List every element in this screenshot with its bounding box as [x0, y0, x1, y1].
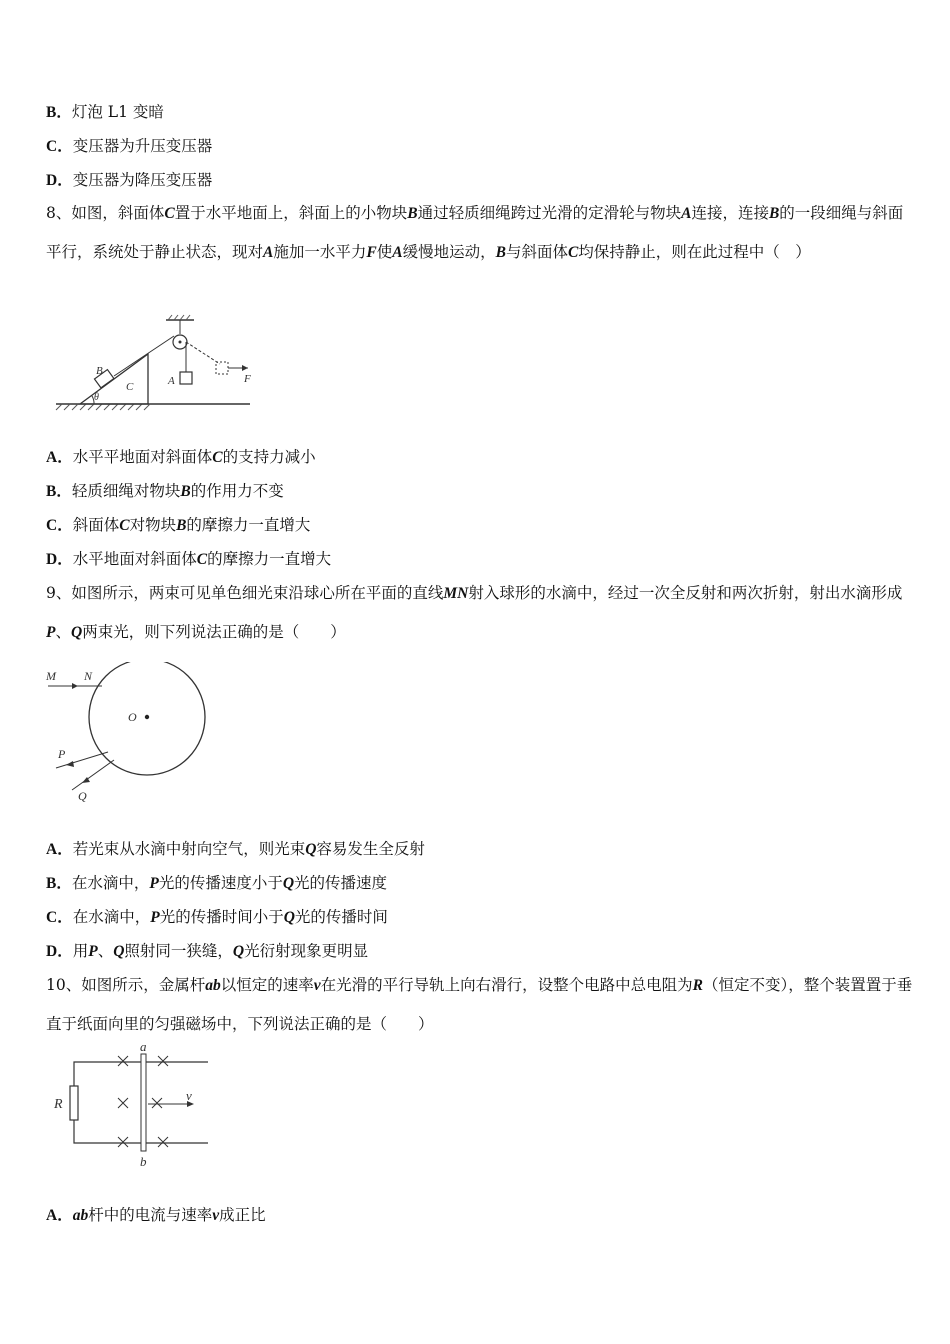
- label-b: B: [96, 365, 103, 377]
- option-text: 变压器为升压变压器: [72, 137, 213, 155]
- q9-option-c: C．在水滴中，P光的传播时间小于Q光的传播时间: [46, 908, 388, 926]
- resistor-r: [70, 1086, 78, 1120]
- label-r: R: [54, 1097, 63, 1112]
- q10-option-a: A．ab杆中的电流与速率v成正比: [46, 1206, 266, 1224]
- q8-option-c: C．斜面体C对物块B的摩擦力一直增大: [46, 516, 311, 534]
- label-q: Q: [78, 789, 87, 803]
- option-label: D．: [46, 172, 73, 189]
- label-m: M: [46, 669, 56, 683]
- label-n: N: [84, 669, 93, 683]
- q8-option-a: A．水平平地面对斜面体C的支持力减小: [46, 448, 316, 466]
- q8-option-b: B．轻质细绳对物块B的作用力不变: [46, 482, 284, 500]
- label-a: a: [140, 1040, 147, 1054]
- option-label: B．: [46, 104, 72, 121]
- q7-option-b: [46, 102, 164, 123]
- rail-circuit-figure: [48, 1040, 218, 1172]
- label-a: A: [168, 375, 175, 387]
- q8-option-d: D．水平地面对斜面体C的摩擦力一直增大: [46, 550, 332, 568]
- water-drop-figure: [42, 662, 212, 807]
- label-b: b: [140, 1154, 147, 1169]
- label-o: O: [128, 710, 137, 724]
- label-p: P: [58, 747, 66, 761]
- q8-stem: 8、如图，斜面体C置于水平地面上，斜面上的小物块B通过轻质细绳跨过光滑的定滑轮与物块A连接，连接B的一段细绳与斜面平行，系统处于静止状态，现对A施加一水平力F使A缓慢地运动，B与斜面体C均保持静止，则在此过程中（ ）: [46, 204, 904, 261]
- option-text: 变压器为降压变压器: [72, 171, 213, 189]
- string-b: [114, 336, 174, 376]
- q9-option-a: A．若光束从水滴中射向空气，则光束Q容易发生全反射: [46, 840, 425, 858]
- q10-stem: 10、如图所示，金属杆ab以恒定的速率v在光滑的平行导轨上向右滑行，设整个电路中总电阻为R（恒定不变），整个装置置于垂直于纸面向里的匀强磁场中，下列说法正确的是（ ）: [46, 976, 913, 1033]
- q7-option-d: [46, 170, 212, 191]
- q9-stem: 9、如图所示，两束可见单色细光束沿球心所在平面的直线MN射入球形的水滴中，经过一次全反射和两次折射，射出水滴形成P、Q两束光，则下列说法正确的是（ ）: [46, 584, 903, 641]
- option-label: C．: [46, 138, 73, 155]
- dashed-string: [186, 342, 220, 364]
- center-o: [145, 715, 149, 719]
- label-f: F: [244, 373, 251, 385]
- q9-option-d: D．用P、Q照射同一狭缝，Q光衍射现象更明显: [46, 942, 369, 960]
- q9-option-b: B．在水滴中，P光的传播速度小于Q光的传播速度: [46, 874, 388, 892]
- option-text: 灯泡 L1 变暗: [71, 103, 164, 121]
- incline-pulley-figure: [50, 314, 260, 414]
- label-c: C: [126, 381, 134, 393]
- q7-option-c: [46, 136, 212, 157]
- ground-hatch: [56, 404, 150, 410]
- rod-ab: [141, 1054, 146, 1151]
- ray-q: [72, 760, 114, 790]
- dashed-block: [216, 362, 228, 374]
- block-a: [180, 372, 192, 384]
- label-theta: θ: [94, 392, 99, 403]
- label-v: v: [186, 1088, 192, 1103]
